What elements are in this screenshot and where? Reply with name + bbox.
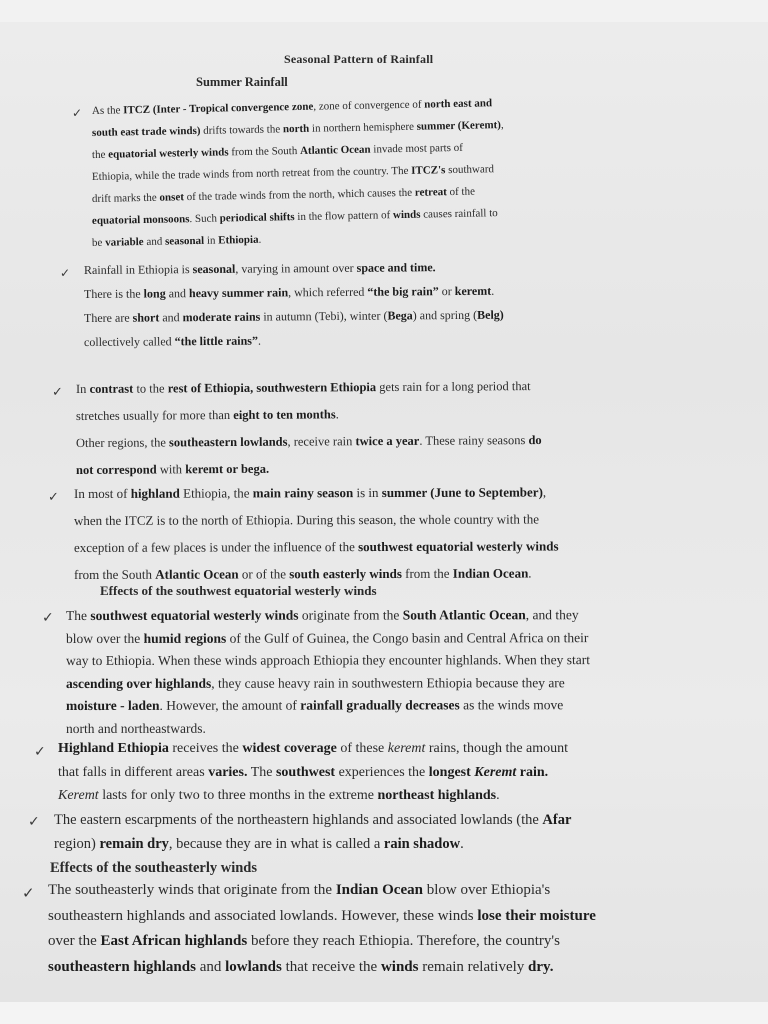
text-line: exception of a few places is under the influence of the southwest equatorial westerly winds [73, 538, 559, 555]
document-page [0, 22, 768, 1002]
text-line: There are short and moderate rains in autumn (Tebi), winter (Bega) and spring (Belg) [83, 307, 504, 325]
check-icon: ✓ [34, 744, 46, 760]
check-icon: ✓ [52, 385, 63, 400]
check-icon: ✓ [28, 814, 40, 830]
check-icon: ✓ [48, 490, 59, 505]
text-line: In most of highland Ethiopia, the main rainy season is in summer (June to September), [73, 484, 547, 501]
text-line: The southeasterly winds that originate from the Indian Ocean blow over Ethiopia's [48, 882, 551, 898]
text-line: stretches usually for more than eight to ten months. [75, 407, 339, 423]
text-line: region) remain dry, because they are in what is called a rain shadow. [54, 835, 464, 852]
text-line: when the ITCZ is to the north of Ethiopia. During this season, the whole country with the [73, 511, 540, 528]
text-line: The southwest equatorial westerly winds originate from the South Atlantic Ocean, and they [65, 607, 579, 623]
text-line: that falls in different areas varies. The southwest experiences the longest Keremt rain. [58, 764, 549, 780]
text-line: moisture - laden. However, the amount of rainfall gradually decreases as the winds move [65, 697, 564, 713]
text-line: There is the long and heavy summer rain, which referred “the big rain” or keremt. [83, 283, 495, 301]
check-icon: ✓ [60, 266, 71, 280]
text-line: Highland Ethiopia receives the widest coverage of these keremt rains, though the amount [58, 741, 569, 756]
page-bottom-margin [0, 1002, 768, 1024]
section-heading-southwest-winds: Effects of the southwest equatorial westerly winds [100, 583, 377, 598]
text-line: In contrast to the rest of Ethiopia, southwestern Ethiopia gets rain for a long period that [75, 379, 531, 396]
text-line: over the East African highlands before they reach Ethiopia. Therefore, the country's [48, 933, 560, 949]
text-line: drift marks the onset of the trade winds from the north, which causes the retreat of the [91, 185, 476, 205]
check-icon: ✓ [72, 106, 83, 120]
text-line: Keremt lasts for only two to three months in the extreme northeast highlands. [58, 788, 500, 803]
text-line: not correspond with keremt or bega. [75, 461, 270, 477]
text-line: As the ITCZ (Inter - Tropical convergence zone, zone of convergence of north east and [91, 97, 493, 117]
check-icon: ✓ [22, 884, 35, 902]
text-line: blow over the humid regions of the Gulf of Guinea, the Congo basin and Central Africa on their [65, 629, 589, 646]
section-heading-summer-rainfall: Summer Rainfall [196, 75, 288, 89]
check-icon: ✓ [42, 610, 54, 626]
text-line: equatorial monsoons. Such periodical shifts in the flow pattern of winds causes rainfall to [91, 207, 498, 227]
text-line: collectively called “the little rains”. [83, 333, 261, 349]
text-line: southeastern highlands and associated lowlands. However, these winds lose their moisture [48, 907, 596, 924]
text-line: southeastern highlands and lowlands that receive the winds remain relatively dry. [48, 958, 554, 975]
text-line: Rainfall in Ethiopia is seasonal, varying in amount over space and time. [83, 260, 436, 277]
text-line: the equatorial westerly winds from the South Atlantic Ocean invade most parts of [91, 141, 463, 161]
text-line: ascending over highlands, they cause heavy rain in southwestern Ethiopia because they are [65, 674, 565, 691]
text-line: Ethiopia, while the trade winds from north retreat from the country. The ITCZ's southward [91, 163, 495, 183]
text-line: Other regions, the southeastern lowlands, receive rain twice a year. These rainy seasons do [75, 432, 542, 450]
document-sheet [0, 22, 768, 1002]
text-line: be variable and seasonal in Ethiopia. [91, 233, 262, 249]
page-title: Seasonal Pattern of Rainfall [284, 52, 434, 66]
text-line: north and northeastwards. [65, 720, 206, 736]
text-line: The eastern escarpments of the northeastern highlands and associated lowlands (the Afar [54, 812, 572, 828]
text-line: way to Ethiopia. When these winds approach Ethiopia they encounter highlands. When they start [65, 652, 591, 668]
text-line: south east trade winds) drifts towards the north in northern hemisphere summer (Keremt), [91, 119, 504, 139]
text-line: from the South Atlantic Ocean or of the south easterly winds from the Indian Ocean. [73, 565, 532, 582]
section-heading-southeasterly-winds: Effects of the southeasterly winds [50, 860, 258, 876]
